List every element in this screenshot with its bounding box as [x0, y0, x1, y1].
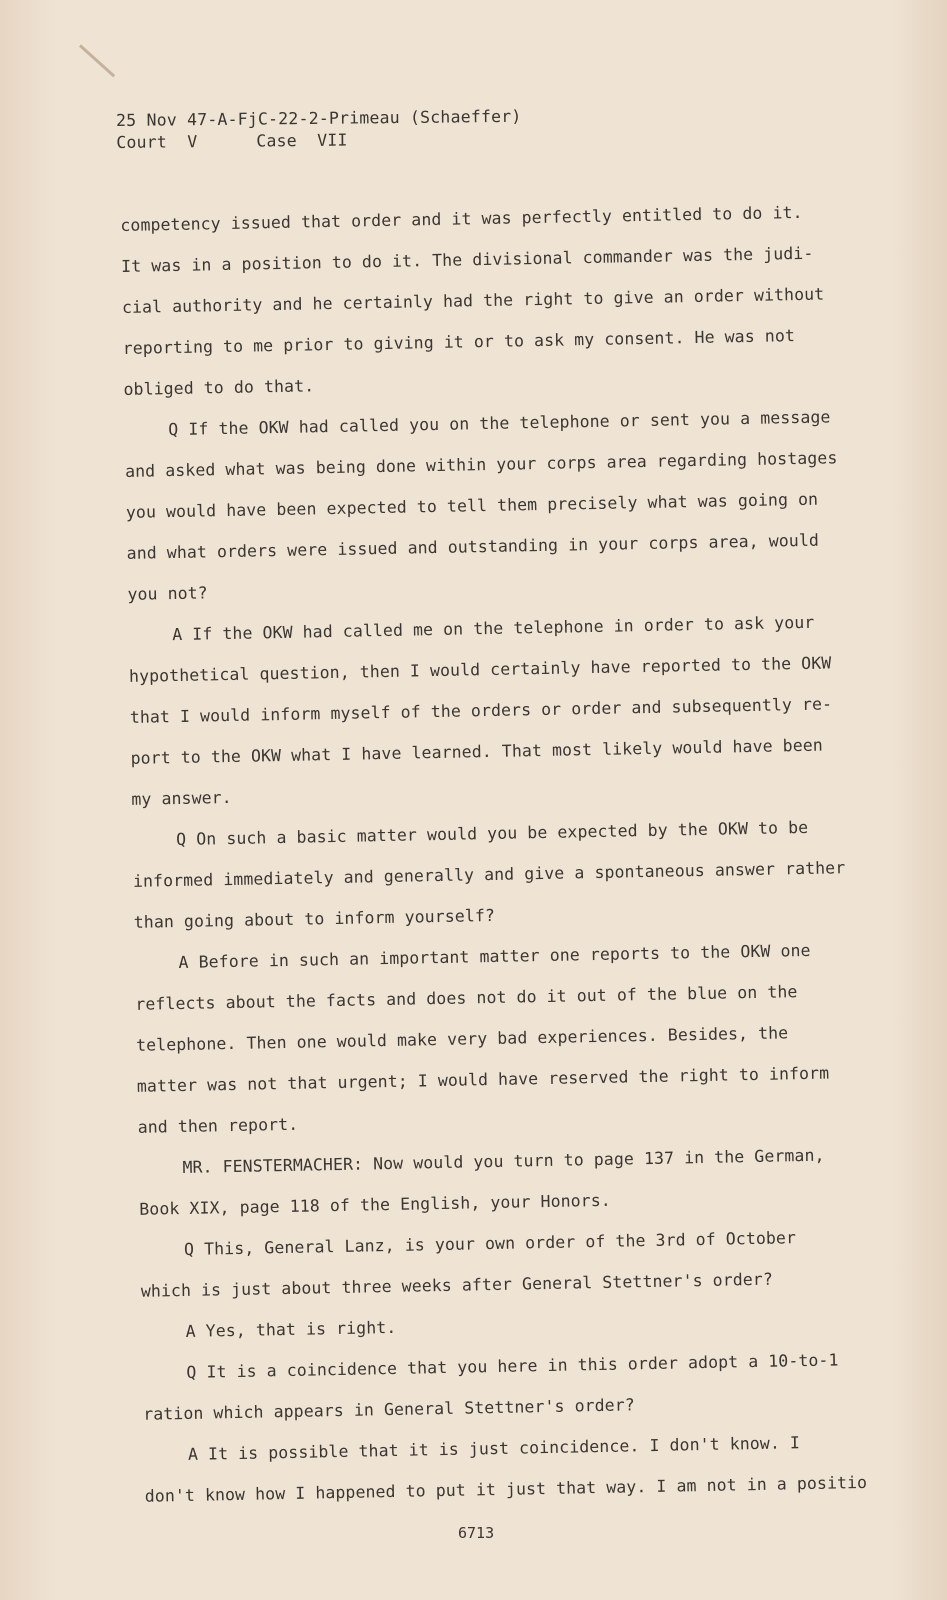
text-line: reflects about the facts and does not do it out of the blue on the [135, 982, 798, 1014]
header-line-court-case [116, 128, 522, 154]
text-line: reporting to me prior to giving it or to ask my consent. He was not [122, 326, 796, 358]
court-label: Court V [116, 132, 198, 152]
text-line: matter was not that urgent; I would have reserved the right to inform [136, 1063, 830, 1096]
case-label: Case VII [256, 130, 348, 151]
page-number: 6713 [458, 1524, 495, 1542]
text-line: hypothetical question, then I would certainly have reported to the OKW [128, 653, 832, 686]
answer-line: A Yes, that is right. [185, 1317, 397, 1341]
answer-line: A It is possible that it is just coincidence. I don't know. I [187, 1433, 801, 1464]
text-line: than going about to inform yourself? [133, 905, 496, 932]
text-line: Book XIX, page 118 of the English, your Honors. [139, 1190, 611, 1219]
text-line: cial authority and he certainly had the right to give an order without [121, 284, 825, 317]
speaker-line: MR. FENSTERMACHER: Now would you turn to page 137 in the German, [182, 1145, 825, 1177]
answer-line: A Before in such an important matter one reports to the OKW one [178, 940, 811, 973]
text-line: that I would inform myself of the orders or order and subsequently re- [129, 694, 833, 727]
transcript-body [120, 191, 885, 1517]
text-line: you not? [127, 583, 208, 604]
text-line: which is just about three weeks after General Stettner's order? [140, 1269, 774, 1301]
text-line: my answer. [131, 787, 232, 809]
text-line: competency issued that order and it was perfectly entitled to do it. [120, 202, 803, 235]
text-line: obliged to do that. [123, 376, 315, 399]
question-line: Q If the OKW had called you on the telephone or sent you a message [168, 407, 831, 440]
header-line-date-reference: 25 Nov 47-A-FjC-22-2-Primeau (Schaeffer) [116, 106, 522, 130]
question-line: Q This, General Lanz, is your own order of the 3rd of October [183, 1228, 797, 1259]
text-line: don't know how I happened to put it just that way. I am not in a positio [144, 1472, 868, 1506]
text-line: informed immediately and generally and give a spontaneous answer rather [132, 858, 846, 891]
text-line: telephone. Then one would make very bad experiences. Besides, the [135, 1023, 789, 1055]
transcript-header [116, 106, 522, 154]
text-line: port to the OKW what I have learned. That most likely would have been [130, 735, 824, 768]
paper-scratch-mark [79, 44, 115, 77]
answer-line: A If the OKW had called me on the telephone in order to ask your [172, 612, 815, 645]
text-line: and what orders were issued and outstanding in your corps area, would [126, 530, 820, 563]
text-line: you would have been expected to tell them precisely what was going on [125, 489, 819, 522]
text-line: ration which appears in General Stettner's order? [143, 1395, 635, 1424]
question-line: Q It is a coincidence that you here in this order adopt a 10-to-1 [186, 1350, 839, 1382]
text-line: and then report. [137, 1114, 299, 1137]
question-line: Q On such a basic matter would you be expected by the OKW to be [176, 817, 809, 850]
text-line: and asked what was being done within your corps area regarding hostages [124, 448, 838, 481]
text-line: It was in a position to do it. The divisional commander was the judi- [120, 243, 814, 276]
